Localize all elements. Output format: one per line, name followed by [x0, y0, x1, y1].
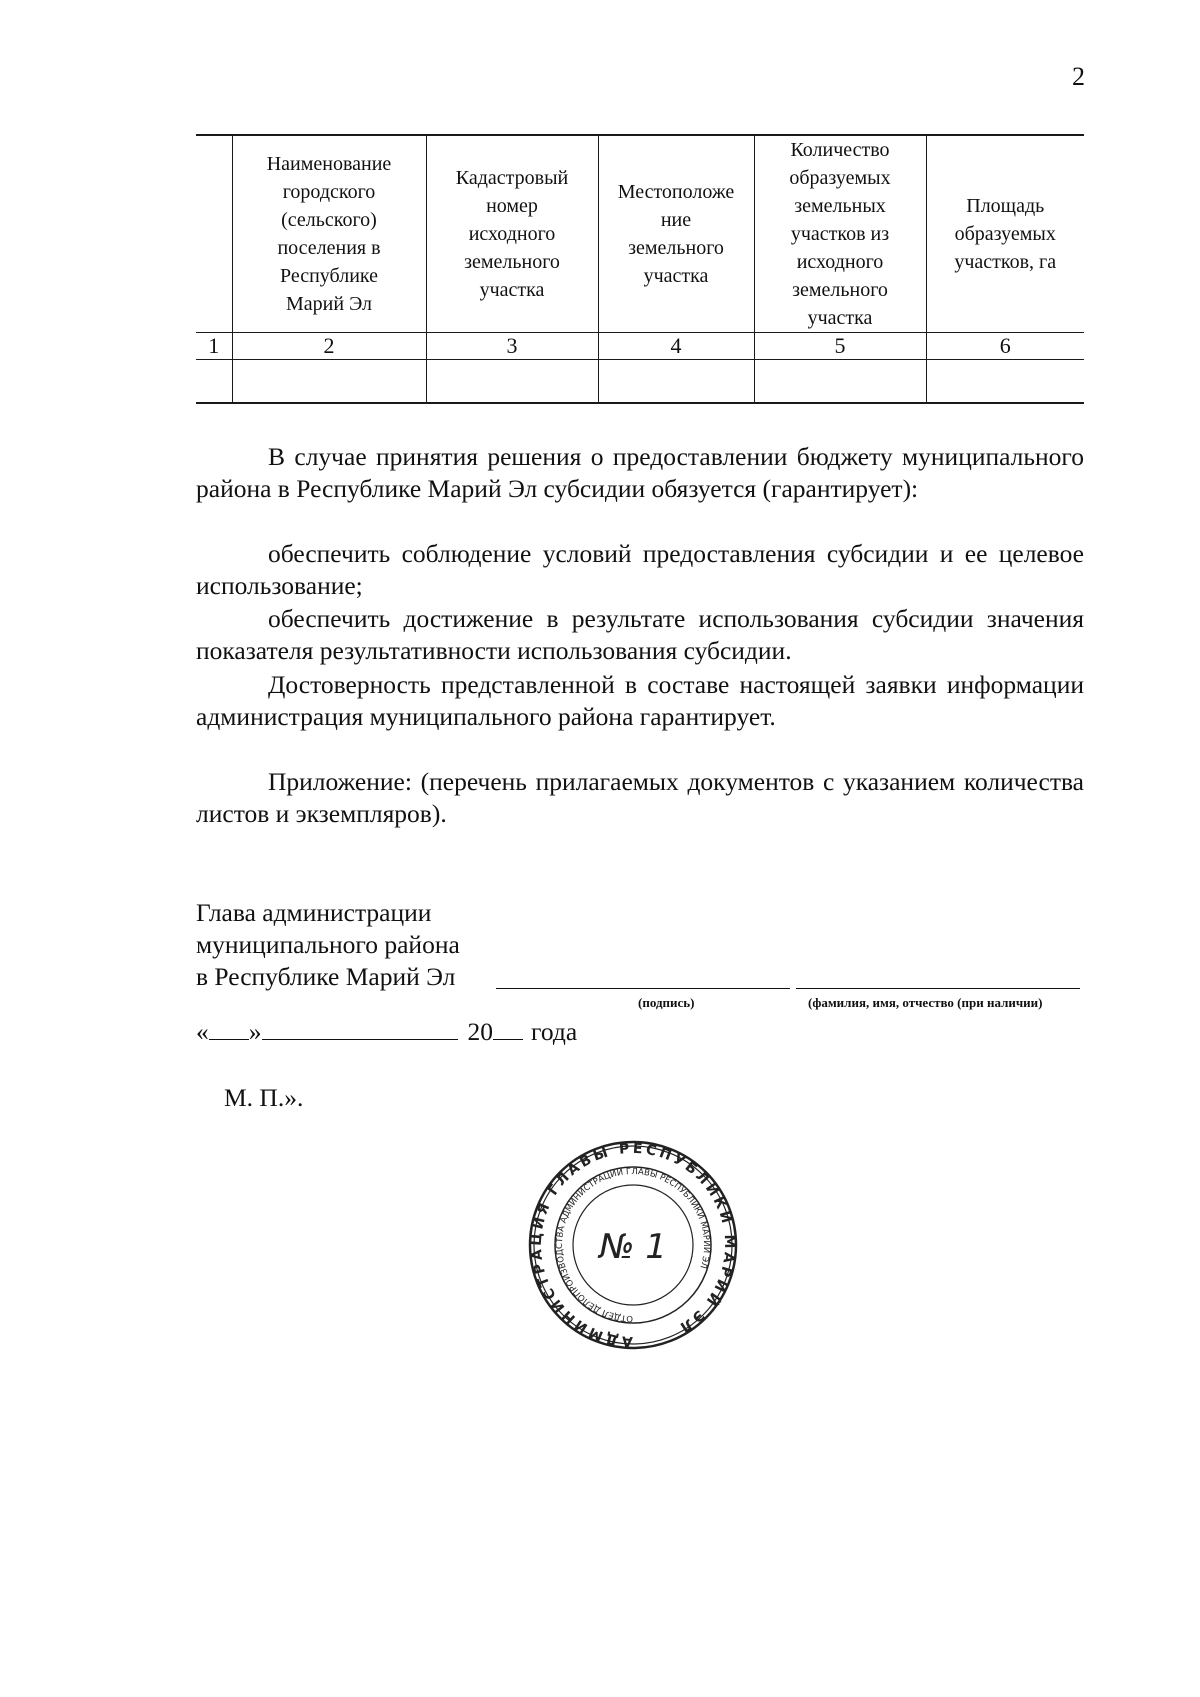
column-number: 1	[196, 333, 232, 360]
seal-place-label: М. П.».	[224, 1083, 304, 1112]
table-cell	[196, 360, 232, 404]
header-cell-location: Местоположение земельного участка	[598, 135, 754, 333]
header-cell-area: Площадь образуемых участков, га	[926, 135, 1084, 333]
header-cell-index	[196, 135, 232, 333]
day-blank	[209, 1019, 249, 1040]
column-number: 6	[926, 333, 1084, 360]
month-blank	[262, 1019, 458, 1040]
paragraph-commitment: В случае принятия решения о предоставлении бюджету муниципального района в Республике Марий Эл субсидии обязуется (гарантирует):	[196, 442, 1084, 503]
svg-text:АДМИНИСТРАЦИЯ ГЛАВЫ РЕСПУБЛИКИ: АДМИНИСТРАЦИЯ ГЛАВЫ РЕСПУБЛИКИ МАРИЙ ЭЛ	[528, 1140, 738, 1350]
header-cell-settlement: Наименование городского (сельского) поселения в Республике Марий Эл	[232, 135, 426, 333]
column-number: 3	[426, 333, 598, 360]
signature-caption: (подпись)	[638, 995, 695, 1010]
table-row	[196, 360, 1084, 404]
paragraph-results: обеспечить достижение в результате использования субсидии значения показателя результативности использования субсидии.	[196, 604, 1084, 665]
column-number: 2	[232, 333, 426, 360]
table-cell	[598, 360, 754, 404]
paragraph-conditions: обеспечить соблюдение условий предоставления субсидии и ее целевое использование;	[196, 539, 1084, 600]
header-cell-count: Количество образуемых земельных участков из исходного земельного участка	[754, 135, 926, 333]
signature-title: Глава администрации муниципального района в Республике Марий Эл	[196, 898, 460, 991]
year-blank	[493, 1019, 523, 1040]
table-number-row	[196, 333, 1084, 360]
table-cell	[426, 360, 598, 404]
paragraph-attachment: Приложение: (перечень прилагаемых документов с указанием количества листов и экземпляров).	[196, 767, 1084, 828]
table-cell	[926, 360, 1084, 404]
table-header-row	[196, 135, 1084, 333]
paragraph-reliability: Достоверность представленной в составе настоящей заявки информации администрация муниципального района гарантирует.	[196, 670, 1084, 731]
land-plots-table	[196, 134, 1084, 404]
signature-line	[496, 988, 790, 989]
page-number: 2	[1072, 62, 1085, 91]
column-number: 4	[598, 333, 754, 360]
header-cell-cadastral: Кадастровый номер исходного земельного участка	[426, 135, 598, 333]
date-line: « » 20 года	[196, 1017, 578, 1046]
full-name-caption: (фамилия, имя, отчество (при наличии)	[808, 995, 1043, 1010]
table-cell	[754, 360, 926, 404]
official-stamp	[528, 1140, 738, 1360]
column-number: 5	[754, 333, 926, 360]
table-cell	[232, 360, 426, 404]
full-name-line	[796, 988, 1080, 989]
svg-text:ОТДЕЛ ДЕЛОПРОИЗВОДСТВА АДМИНИС: ОТДЕЛ ДЕЛОПРОИЗВОДСТВА АДМИНИСТРАЦИИ ГЛАВЫ РЕСПУБЛИКИ МАРИЙ ЭЛ	[554, 1166, 712, 1324]
stamp-number: № 1	[599, 1227, 667, 1267]
